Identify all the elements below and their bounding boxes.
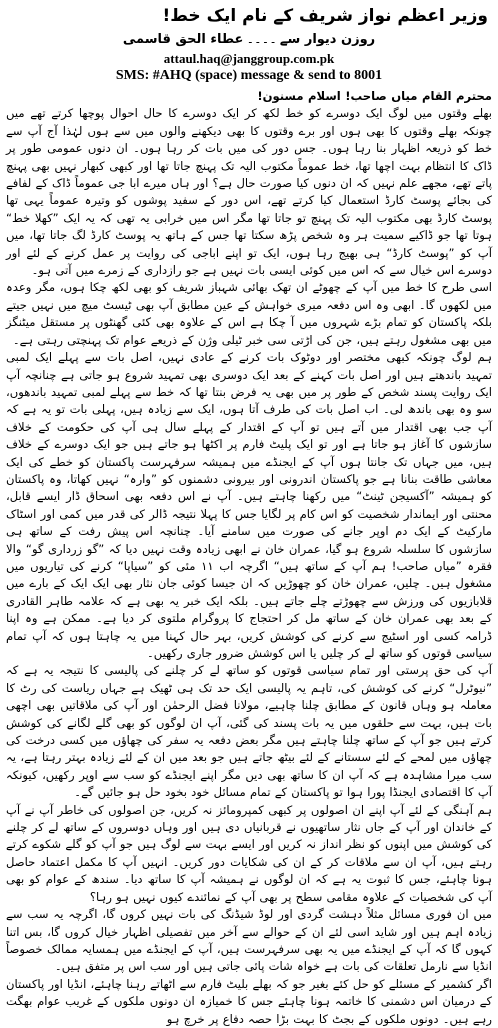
column-name: روزن دیوار سے: [279, 32, 376, 47]
author-email: attaul.haq@janggroup.com.pk: [163, 51, 335, 66]
article-paragraph: میں ان فوری مسائل مثلاً دہشت گردی اور لوڈ شیڈنگ کی بات نہیں کروں گا، اگرچہ یہ سب سے زیادہ اہم ہیں اور شاید اسی لئے ان کے حوالے سے آخر میں تفصیلی اظہار خیال کروں گا، بس اتنا کہوں گا کہ آپ کے ایجنڈے میں یہ بھی سرفہرست ہیں، آپ کے ایجنڈے میں ہمسایہ ممالک خصوصاً انڈیا سے نارمل تعلقات کی بات ہے خواہ شات پائی جاتی ہیں اور سب اس پر متفق ہیں۔: [6, 907, 492, 974]
article-paragraph: اگر کشمیر کے مسئلے کو حل کئے بغیر جو کہ بھلے بلیٹ فارم سے اٹھاتے رہنا چاہئے، انڈیا اور پاکستان کے درمیان اس دشمنی کا خاتمہ ہونا چاہئے جس کا خمیازہ ان دونوں ملکوں کے غریب عوام بھگت رہے ہیں۔ دونوں ملکوں کے بجٹ کا بہت بڑا حصہ دفاع پر خرچ ہو: [6, 976, 492, 1026]
article-body: [6, 88, 492, 1028]
article-paragraph: ہم آہنگی کے لئے آپ اپنے ان اصولوں پر کبھی کمپرومائز نہ کریں، جن اصولوں کی خاطر آپ نے آپ کے خاندان اور آپ کے جاں نثار ساتھیوں نے قربانیاں دی ہیں اور وہاں دوسروں کے ساتھ لے کر چلنے کی کوشش میں اپنوں کو نظر انداز نہ کریں اور ایسے بہت سے لوگ ہیں جو آپ کو گلے شکوے کرتے رہتے ہیں، آپ ان سے ملاقات کر کے ان کی شکایات دور کریں۔ انہیں آپ کا مکمل اعتماد حاصل ہونا چاہئے، جس کا ثبوت یہ ہے کہ ان لوگوں نے ہمیشہ آپ کا ساتھ دیا۔ سندھ کے عوام کو بھی آپ کی شخصیات کے علاوہ مقامی سطح پر بھی آپ کے نمائندے کیوں نہیں ہو رہا؟: [6, 802, 492, 904]
byline: [6, 30, 492, 50]
article-paragraph: بھلے وقتوں میں لوگ ایک دوسرے کو خط لکھ کر ایک دوسرے کا حال احوال پوچھا کرتے تھے میں چونکہ بھلے وقتوں کا بھی ہوں اور برے وقتوں کا بھی دیکھنے والوں میں سے ہوں لہٰذا آج آپ سے خط کو ذریعہ اظہار بنا رہا ہوں۔ جس دور کی میں بات کر رہا ہوں۔ ان دنوں عمومی طور پر ڈاک کا انتظام بہت اچھا تھا، خط عموماً مکتوب الیہ تک پہنچ جاتا تھا اور کبھی کبھار نہیں بھی پہنچ پاتے تھے، مجھے علم نہیں کہ ان دنوں کیا صورت حال ہے؟ اور ہاں میرے ابا جی عموماً ڈاک کے لفافے کی بجائے پوسٹ کارڈ استعمال کیا کرتے تھے، اس دور کے سفید پوشوں کو وتیرہ عموماً یہی تھا پوسٹ کارڈ بھی مکتوب الیہ تک پہنچ تو جاتا تھا مگر اس میں خرابی یہ تھی کہ یہ ایک ”کھلا خط“ ہوتا تھا جو ڈاکیے سمیت ہر وہ شخص پڑھ سکتا تھا جس کے ہاتھ یہ پوسٹ کارڈ لگ جاتا تھا، میں آپ کو ”پوسٹ کارڈ“ ہی بھیج رہا ہوں، ایک تو اپنے اباجی کی روایت پر عمل کرنے کے لئے اور دوسرے اس خیال سے کہ اس میں کوئی ایسی بات نہیں ہے جو رازداری کے زمرے میں آتی ہو۔: [6, 106, 492, 278]
sms-instruction: SMS: #AHQ (space) message & send to 8001: [115, 68, 383, 83]
page-title: وزیر اعظم نواز شریف کے نام ایک خط!: [162, 6, 488, 26]
article-paragraph: ہم لوگ چونکہ کبھی مختصر اور دوٹوک بات کرنے کے عادی نہیں، اصل بات سے پہلے ایک لمبی تمہید باندھتے ہیں اور اصل بات کہنے کے بعد ایک دوسری بھی تمہید شروع ہو جاتی ہے چنانچہ آپ ایک روایت پسند شخص کے طور پر میں بھی یہ فرض بنتا تھا کہ خط سے پہلے لمبی تمہید باندھوں، سو وہ بھی باندھ لی۔ اب اصل بات کی طرف آتا ہوں، ایک سے زیادہ ہیں، پہلی بات تو یہ ہے کہ آپ جب بھی اقتدار میں آتے ہیں تو آپ کے اقتدار کے پہلے سال ہی آپ کی حکومت کے خلاف سازشوں کا آغاز ہو جاتا ہے اور تو ایک پلیٹ فارم پر اکٹھا ہو جاتے ہیں جو ایک دوسرے کے خلاف ہیں، میں جہاں تک جانتا ہوں آپ کے ایجنڈے میں ہمیشہ سرفہرست پاکستان کو خطے کی ایک معاشی طاقت بنانا ہے جو پاکستان اندرونی اور بیرونی دشمنوں کو ”وارہ“ نہیں کھاتا، وہ پاکستان کو ہمیشہ ”آکسیجن ٹینٹ“ میں رکھنا چاہتے ہیں۔ آپ نے اس دفعہ بھی اسحاق ڈار ایسے قابل، محنتی اور ایماندار شخصیت کو اس کام پر لگایا جس کا پہلا نتیجہ ڈالر کی قدر میں کمی اور اسٹاک مارکیٹ کے ایک دم اوپر جانے کی صورت میں سامنے آیا۔ چنانچہ اس پیش رفت کے ساتھ ہی سازشوں کا سلسلہ شروع ہو گیا، عمران خان نے ابھی زیادہ وقت نہیں دیا کہ ”گو زرداری گو“ والا فقرہ ”میاں صاحب! ہم آپ کے ساتھ ہیں“ اگرچہ اب ۱۱ مئی کو ”سیاپا“ کرنے کی تیاریوں میں مشغول ہیں۔ چلیں، عمران خان کو چھوڑیں کہ ان جیسا کوئی جان نثار بھی ایک ایک کے بارے میں قلابازیوں کی ورزش سے چھوڑتے چلے جاتے ہیں۔ بلکہ ایک خبر یہ بھی ہے کہ علامہ طاہر القادری کے بعد بھی عمران خان کے ساتھ مل کر احتجاج کا پروگرام ملتوی کر دیا ہے۔ ممکن ہے وہ اپنا ڈرامہ کسی اور اسٹیج سے کرنے کی کوشش کریں، بہر حال کہنا میں یہ چاہتا ہوں کہ آپ تمام سیاسی قوتوں کو ساتھ لے کر چلیں یا اس کوشش ضرور جاری رکھیں۔: [6, 350, 493, 660]
author-name: عطاء الحق قاسمی: [122, 32, 244, 47]
salutation: محترم القام میاں صاحب! اسلام مسنون!: [257, 89, 492, 103]
article-paragraph: آپ کی حق پرستی اور تمام سیاسی قوتوں کو ساتھ لے کر چلنے کی پالیسی کا نتیجہ یہ ہے کہ ”نیوٹرل“ کرنے کی کوشش کی، تاہم یہ پالیسی ایک حد تک ہی ٹھیک ہے جہاں ریاست کی رٹ کا معاملہ ہو وہاں قانون کے مطابق چلنا چاہیے، مولانا فضل الرحمٰن اور آپ کی ملاقاتیں بھی اچھی بات ہیں، بہت سے حلقوں میں یہ بات پسند کی گئی، آپ ان لوگوں کو بھی گلے لگانے کی کوشش کرتے ہیں جو آپ کے ساتھ چلنا چاہتے ہیں مگر بعض دفعہ یہ سفر کی چھاؤں میں کسی درخت کی چھاؤں میں لمحے کے لئے سستانے کے لئے بیٹھ جاتے ہیں جو بعد میں ان کے لئے زیادہ بہتر رہتا ہے، یہ سب میرا مشاہدہ ہے کہ آپ ان کا ساتھ بھی دیں مگر اپنے ایجنڈے کو سب سے اوپر رکھیں، کیونکہ آپ کا اقتصادی ایجنڈا پورا ہوا تو پاکستان کے تمام مسائل خود بخود حل ہو جائیں گے۔: [6, 663, 492, 800]
byline-separator: ۔۔۔۔: [246, 32, 277, 47]
article-paragraph: اسی طرح کا خط میں آپ کے چھوٹے ان تھک بھائی شہباز شریف کو بھی لکھ چکا ہوں، مگر وعدہ میں لکھوں گا۔ ابھی وہ اس دفعہ میری خواہش کے عین مطابق آپ بھی ٹیسٹ میچ میں نہیں جیتے بلکہ پاکستان کو تمام بڑے شہروں میں آ چکا ہے اس کے علاوہ بھی کئی گھنٹوں پر مستقل میٹنگز میں بھی مشغول رہتے ہیں، جن کی اڑتی سی خبر ٹیلی وژن کے ذریعے عوام تک پہنچتی رہتی ہے۔: [6, 280, 492, 347]
